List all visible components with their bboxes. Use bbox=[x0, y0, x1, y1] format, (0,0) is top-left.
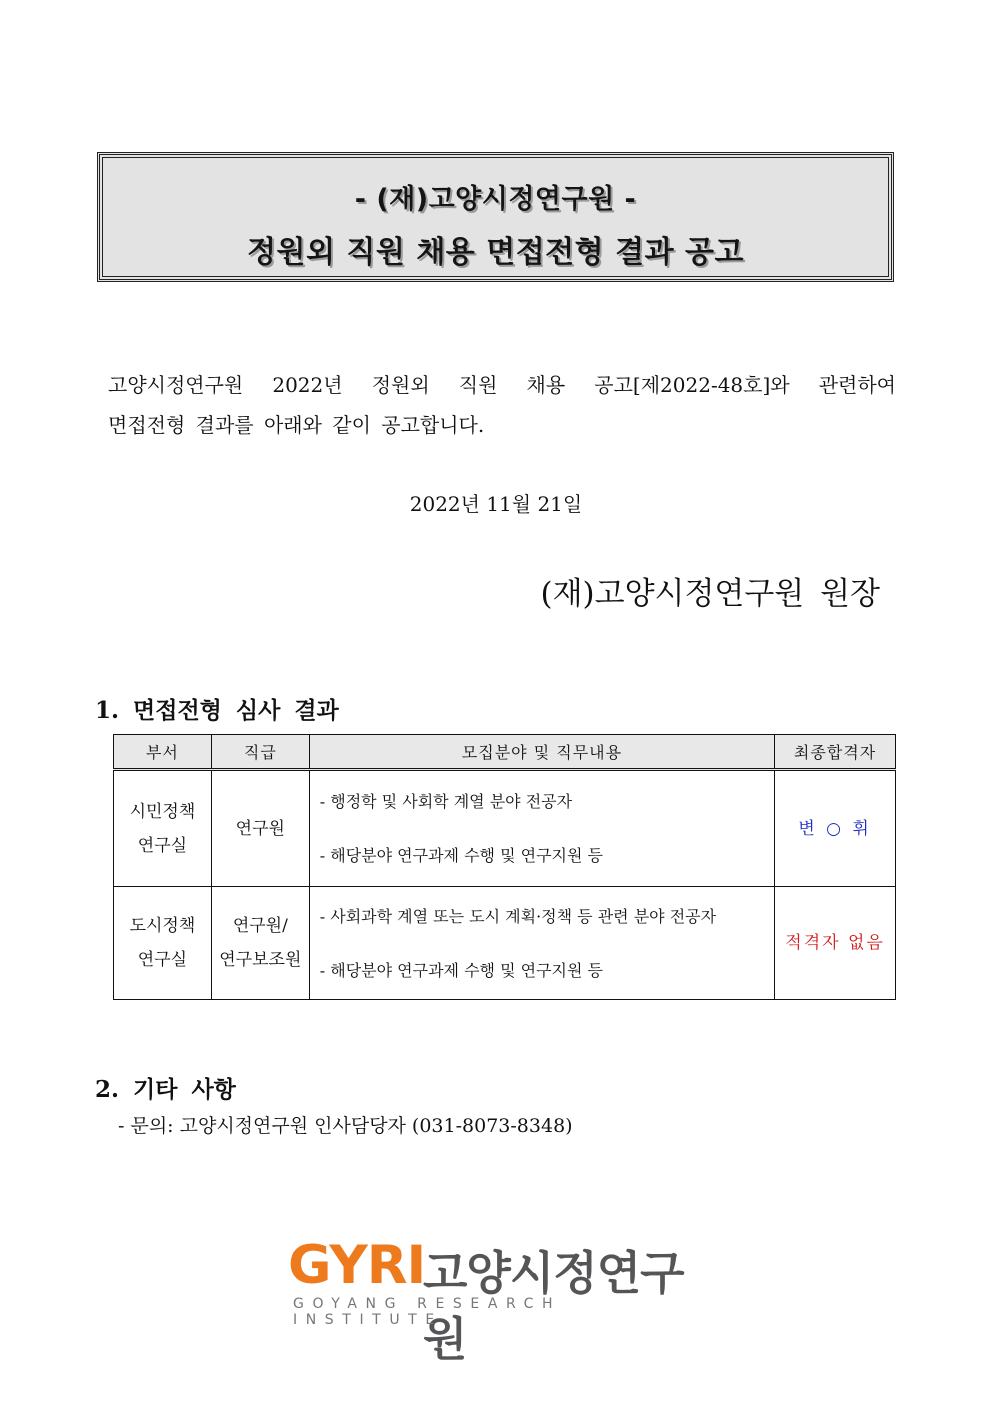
duty-item: - 사회과학 계열 또는 도시 계획·정책 등 관련 분야 전공자 bbox=[319, 906, 717, 926]
section-2-title: 2. 기타 사항 bbox=[95, 1076, 236, 1103]
table-header-row bbox=[114, 735, 896, 770]
result-table bbox=[113, 734, 896, 1000]
dept-line-1: 시민정책 bbox=[129, 801, 196, 822]
contact-info: - 문의: 고양시정연구원 인사담당자 (031-8073-8348) bbox=[118, 1115, 573, 1137]
final-result-cell: 적격자 없음 bbox=[775, 887, 896, 1000]
gyri-logo bbox=[288, 1235, 708, 1366]
intro-line-2: 면접전형 결과를 아래와 같이 공고합니다. bbox=[108, 413, 485, 437]
logo-name-korean: 고양시정연구원 bbox=[423, 1246, 684, 1366]
logo-mark: GYRI bbox=[288, 1235, 426, 1296]
intro-paragraph bbox=[108, 365, 896, 445]
notice-date: 2022년 11월 21일 bbox=[409, 492, 583, 516]
column-header-dept: 부서 bbox=[114, 735, 212, 770]
org-name-heading: - (재)고양시정연구원 - bbox=[354, 184, 637, 215]
grade-line-1: 연구원 bbox=[235, 818, 285, 839]
dept-line-1: 도시정책 bbox=[129, 916, 196, 936]
duty-item: - 해당분야 연구과제 수행 및 연구지원 등 bbox=[319, 960, 603, 980]
section-1-title: 1. 면접전형 심사 결과 bbox=[95, 697, 339, 724]
duty-item: - 행정학 및 사회학 계열 분야 전공자 bbox=[319, 792, 573, 811]
column-header-result: 최종합격자 bbox=[775, 735, 896, 770]
column-header-grade: 직급 bbox=[211, 735, 309, 770]
grade-line-2: 연구보조원 bbox=[219, 950, 302, 970]
duties-cell bbox=[309, 770, 774, 887]
duties-cell bbox=[309, 887, 774, 1000]
duty-item: - 해당분야 연구과제 수행 및 연구지원 등 bbox=[319, 846, 603, 865]
logo-name-english: GOYANG RESEARCH INSTITUTE bbox=[293, 1296, 562, 1328]
dept-line-2: 연구실 bbox=[137, 950, 188, 970]
column-header-duties: 모집분야 및 직무내용 bbox=[309, 735, 774, 770]
grade-cell bbox=[211, 770, 309, 887]
title-box bbox=[97, 152, 894, 282]
signer: (재)고양시정연구원 원장 bbox=[540, 576, 880, 612]
table-row bbox=[114, 770, 896, 887]
dept-line-2: 연구실 bbox=[137, 835, 188, 856]
grade-cell bbox=[211, 887, 309, 1000]
page-title: 정원외 직원 채용 면접전형 결과 공고 bbox=[247, 235, 744, 270]
dept-cell bbox=[114, 887, 212, 1000]
dept-cell bbox=[114, 770, 212, 887]
table-row bbox=[114, 887, 896, 1000]
grade-line-1: 연구원/ bbox=[232, 916, 288, 936]
final-result-cell: 변 ○ 휘 bbox=[775, 770, 896, 887]
intro-line-1: 고양시정연구원 2022년 정원외 직원 채용 공고[제2022-48호]와 관련하여 bbox=[108, 373, 896, 397]
